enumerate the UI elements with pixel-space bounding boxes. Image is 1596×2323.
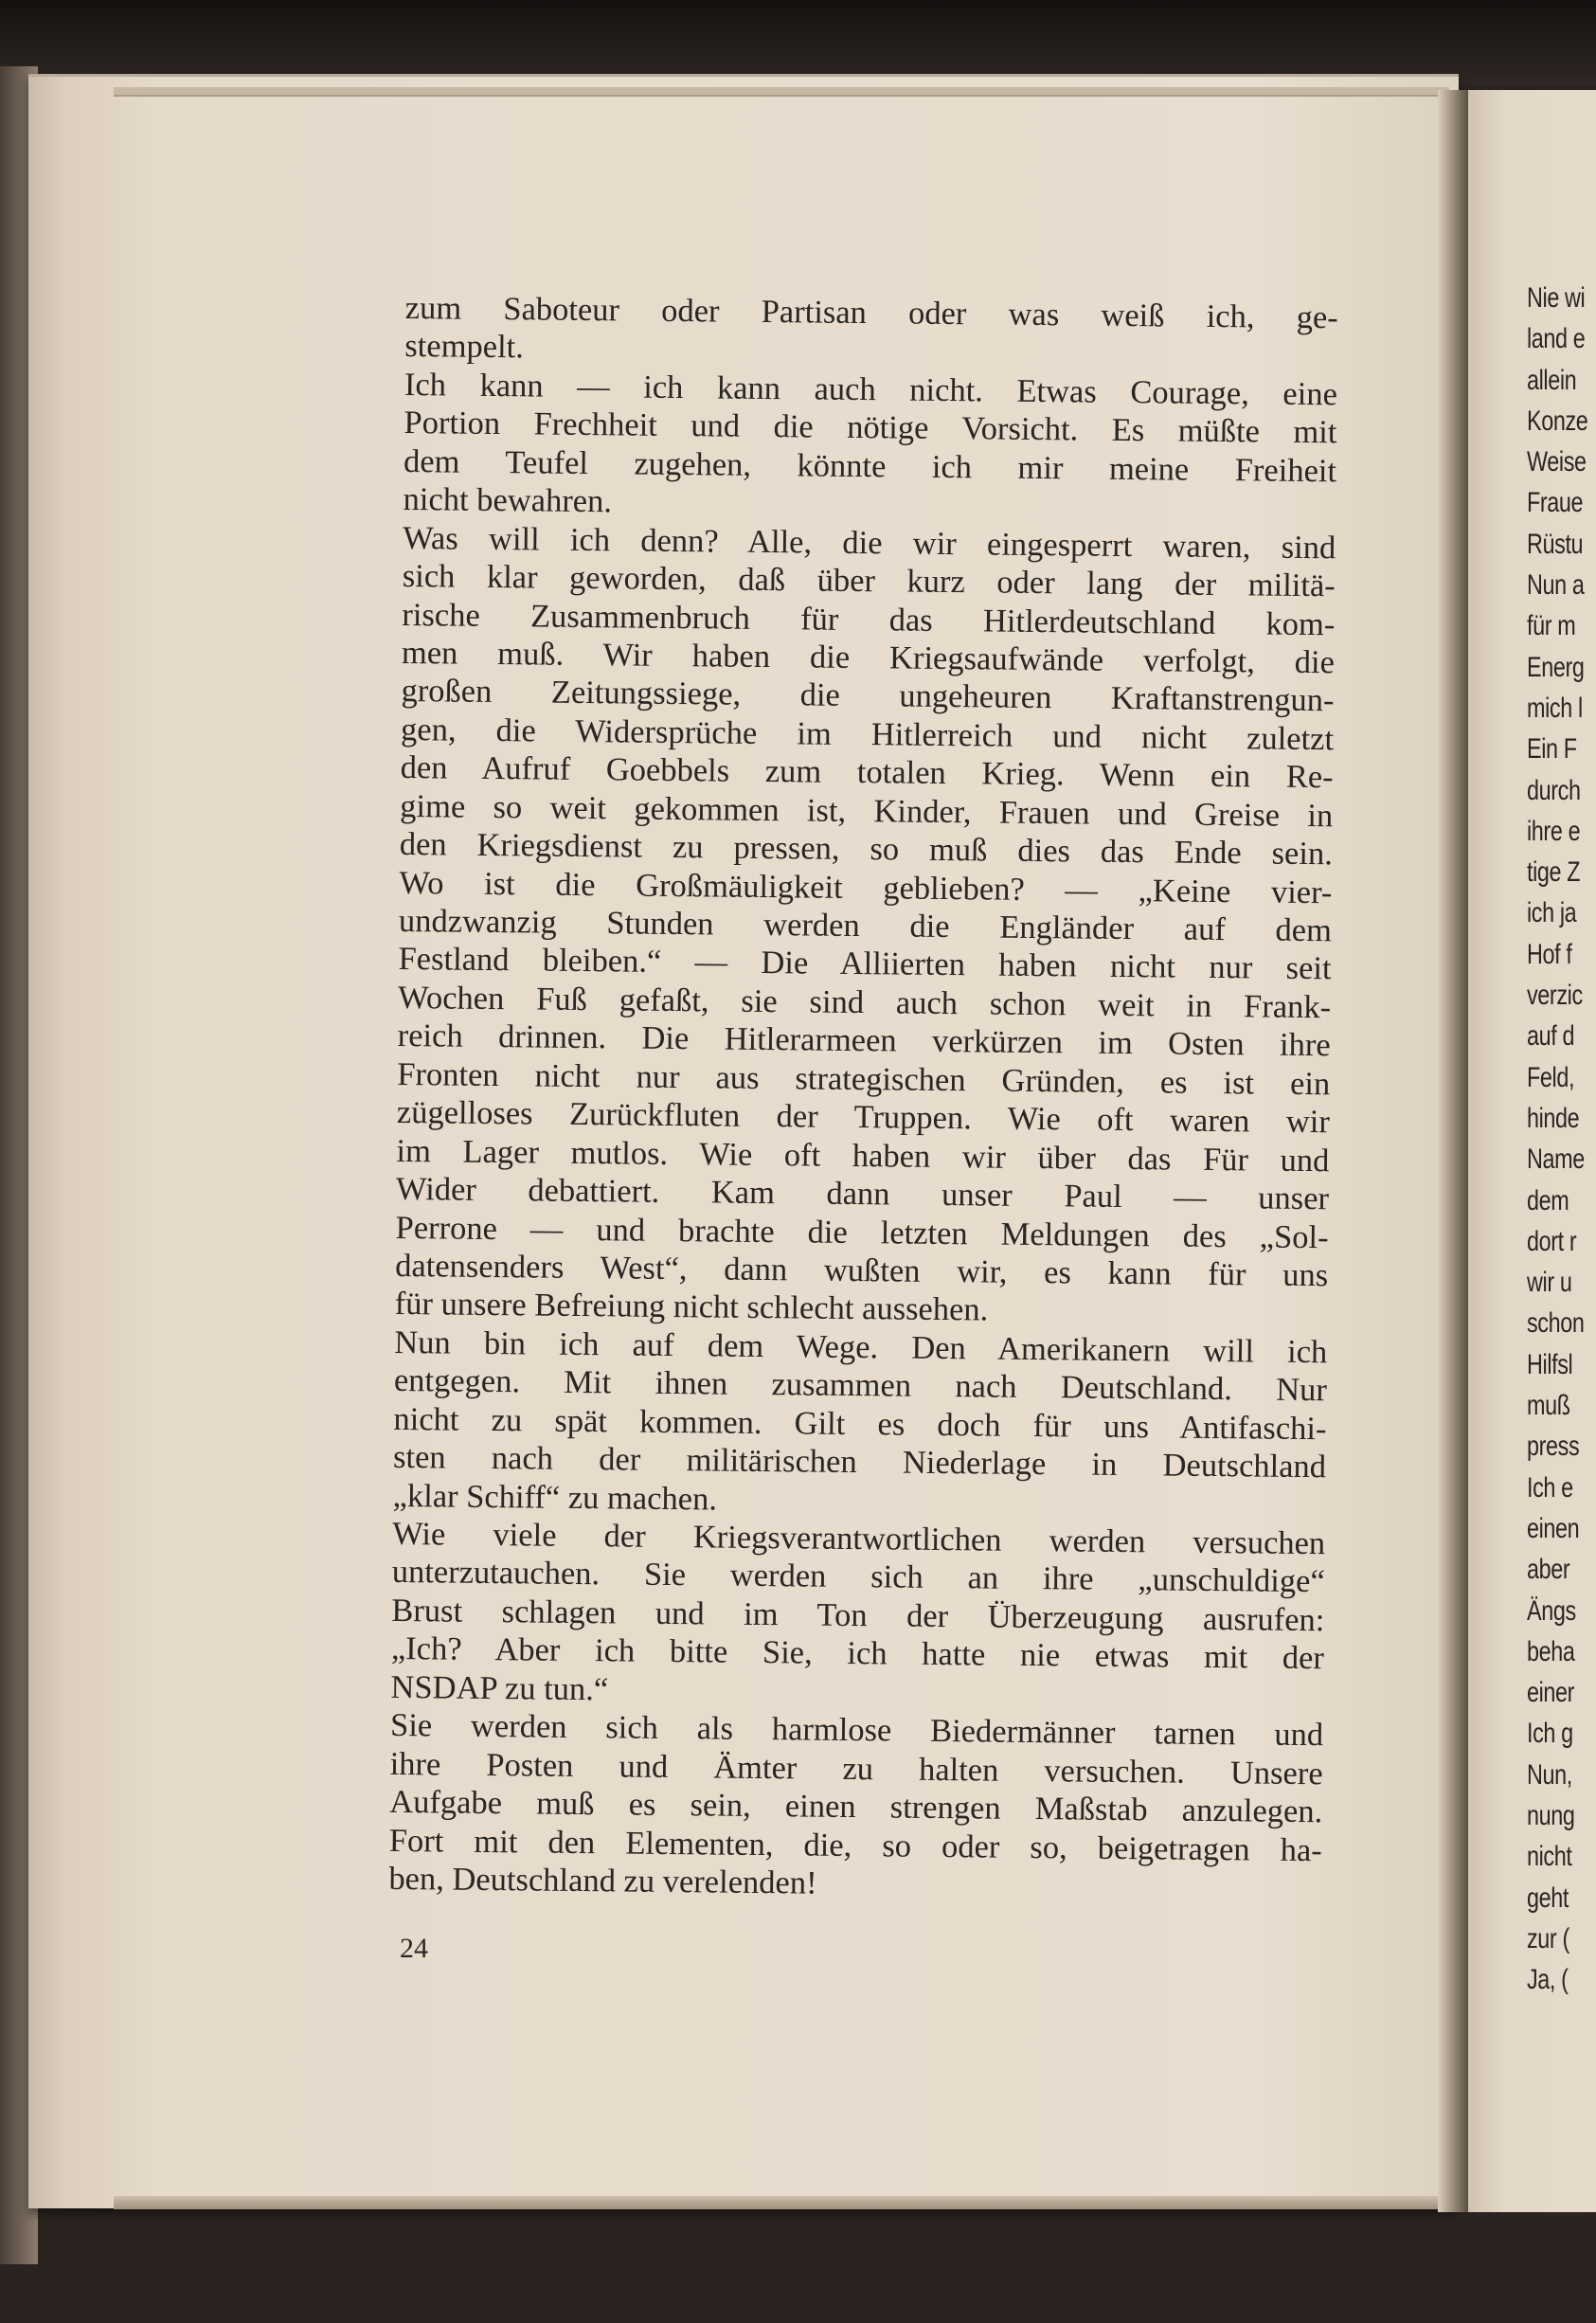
- facing-text-fragment: dort r: [1527, 1225, 1577, 1257]
- text-line: für unsere Befreiung nicht schlecht aussehen.: [394, 1286, 989, 1328]
- text-line: zügelloses Zurückfluten der Truppen. Wie oft waren wir: [396, 1094, 1331, 1141]
- facing-text-fragment: wir u: [1527, 1267, 1572, 1299]
- text-line: nicht bewahren.: [403, 481, 613, 520]
- facing-text-fragment: Feld,: [1527, 1061, 1575, 1093]
- text-line: reich drinnen. Die Hitlerarmeen verkürzen im Osten ihre: [397, 1017, 1331, 1064]
- text-line: Aufgabe muß es sein, einen strengen Maßstab anzulegen.: [389, 1783, 1323, 1830]
- text-line: Wider debattiert. Kam dann unser Paul — unser: [395, 1171, 1330, 1217]
- text-line: datensenders West“, dann wußten wir, es kann für uns: [395, 1247, 1329, 1294]
- page-body-text: [388, 289, 1338, 1908]
- facing-text-fragment: Ängs: [1527, 1594, 1576, 1627]
- text-line: sten nach der militärischen Niederlage in Deutschland: [392, 1439, 1327, 1486]
- facing-text-fragment: beha: [1527, 1635, 1575, 1667]
- text-line: stempelt.: [404, 328, 525, 366]
- page-number: 24: [400, 1933, 428, 1964]
- text-line: zum Saboteur oder Partisan oder was weiß ich, ge-: [404, 289, 1338, 336]
- text-line: NSDAP zu tun.“: [390, 1668, 609, 1708]
- page-stack-top: [114, 87, 1449, 97]
- facing-text-fragment: Energ: [1527, 651, 1585, 683]
- text-line: Wo ist die Großmäuligkeit geblieben? — „Keine vier-: [399, 864, 1333, 910]
- facing-text-fragment: land e: [1527, 323, 1586, 355]
- text-line: Ich kann — ich kann auch nicht. Etwas Courage, eine: [403, 366, 1338, 413]
- text-line: den Aufruf Goebbels zum totalen Krieg. Wenn ein Re-: [400, 749, 1334, 796]
- facing-text-fragment: nicht: [1527, 1841, 1572, 1873]
- facing-text-fragment: ich ja: [1527, 897, 1577, 929]
- text-line: men muß. Wir haben die Kriegsaufwände verfolgt, die: [401, 634, 1336, 681]
- text-line: Festland bleiben.“ — Die Alliierten haben nicht nur seit: [398, 941, 1332, 987]
- facing-page-text: [1527, 278, 1587, 2000]
- text-line: sich klar geworden, daß über kurz oder lang der militä-: [402, 558, 1336, 604]
- text-line: Nun bin ich auf dem Wege. Den Amerikanern will ich: [394, 1324, 1328, 1371]
- facing-text-fragment: zur (: [1527, 1922, 1569, 1954]
- facing-text-fragment: Ich g: [1527, 1718, 1573, 1750]
- text-line: Wie viele der Kriegsverantwortlichen werden versuchen: [392, 1515, 1326, 1562]
- facing-text-fragment: Weise: [1527, 446, 1587, 478]
- text-line: „Ich? Aber ich bitte Sie, ich hatte nie etwas mit der: [390, 1630, 1325, 1677]
- text-line: „klar Schiff“ zu machen.: [392, 1477, 718, 1518]
- text-line: nicht zu spät kommen. Gilt es doch für uns Antifaschi-: [393, 1400, 1327, 1447]
- text-line: Portion Frechheit und die nötige Vorsicht. Es müßte mit: [403, 405, 1337, 451]
- facing-text-fragment: Ja, (: [1527, 1964, 1569, 1996]
- text-line: gime so weit gekommen ist, Kinder, Frauen und Greise in: [400, 787, 1334, 834]
- facing-text-fragment: schon: [1527, 1307, 1585, 1340]
- book-gutter: [1438, 90, 1468, 2212]
- facing-text-fragment: durch: [1527, 774, 1581, 806]
- text-line: dem Teufel zugehen, könnte ich mir meine Freiheit: [403, 442, 1337, 490]
- facing-text-fragment: geht: [1527, 1882, 1569, 1914]
- text-line: im Lager mutlos. Wie oft haben wir über das Für und: [396, 1132, 1330, 1179]
- facing-text-fragment: dem: [1527, 1184, 1569, 1216]
- facing-text-fragment: auf d: [1527, 1020, 1575, 1053]
- facing-text-fragment: ihre e: [1527, 815, 1581, 847]
- facing-text-fragment: allein: [1527, 364, 1577, 396]
- text-line: rische Zusammenbruch für das Hitlerdeutschland kom-: [402, 596, 1336, 642]
- facing-text-fragment: Fraue: [1527, 487, 1584, 519]
- facing-text-fragment: muß: [1527, 1390, 1570, 1422]
- facing-text-fragment: Hof f: [1527, 938, 1572, 970]
- facing-text-fragment: verzic: [1527, 980, 1583, 1012]
- facing-page: [1468, 90, 1596, 2212]
- text-line: Fronten nicht nur aus strategischen Gründen, es ist ein: [397, 1055, 1331, 1103]
- facing-text-fragment: Name: [1527, 1143, 1585, 1176]
- facing-text-fragment: Ein F: [1527, 733, 1577, 765]
- page-stack-bottom: [114, 2196, 1459, 2209]
- background-top: [0, 0, 1596, 85]
- text-line: großen Zeitungssiege, die ungeheuren Kraftanstrengun-: [401, 673, 1335, 719]
- facing-text-fragment: Nie wi: [1527, 282, 1586, 314]
- facing-text-fragment: Hilfsl: [1527, 1348, 1573, 1380]
- text-line: gen, die Widersprüche im Hitlerreich und nicht zuletzt: [400, 711, 1335, 758]
- facing-text-fragment: hinde: [1527, 1102, 1580, 1134]
- facing-text-fragment: tige Z: [1527, 856, 1581, 889]
- facing-text-fragment: Konze: [1527, 405, 1588, 437]
- text-line: den Kriegsdienst zu pressen, so muß dies das Ende sein.: [399, 826, 1334, 873]
- facing-text-fragment: einer: [1527, 1677, 1575, 1709]
- facing-text-fragment: press: [1527, 1431, 1580, 1463]
- text-line: ihre Posten und Ämter zu halten versuchen. Unsere: [389, 1745, 1323, 1792]
- text-line: unterzutauchen. Sie werden sich an ihre „unschuldige“: [391, 1554, 1325, 1600]
- facing-text-fragment: Nun a: [1527, 569, 1585, 602]
- text-line: ben, Deutschland zu verelenden!: [388, 1860, 817, 1901]
- text-line: Sie werden sich als harmlose Biedermänner tarnen und: [389, 1707, 1324, 1754]
- facing-text-fragment: mich l: [1527, 692, 1583, 724]
- text-line: Was will ich denn? Alle, die wir eingesperrt waren, sind: [403, 519, 1336, 566]
- text-line: Brust schlagen und im Ton der Überzeugung ausrufen:: [391, 1592, 1325, 1639]
- text-line: Wochen Fuß gefaßt, sie sind auch schon weit in Frank-: [397, 979, 1332, 1026]
- text-line: Perrone — und brachte die letzten Meldungen des „Sol-: [395, 1209, 1329, 1255]
- facing-text-fragment: Nun,: [1527, 1758, 1572, 1791]
- text-line: entgegen. Mit ihnen zusammen nach Deutschland. Nur: [393, 1362, 1328, 1409]
- facing-text-fragment: aber: [1527, 1554, 1570, 1586]
- text-line: Fort mit den Elementen, die, so oder so, beigetragen ha-: [388, 1822, 1322, 1868]
- facing-text-fragment: für m: [1527, 610, 1576, 642]
- facing-text-fragment: nung: [1527, 1799, 1575, 1831]
- facing-text-fragment: einen: [1527, 1512, 1580, 1544]
- facing-text-fragment: Ich e: [1527, 1471, 1573, 1504]
- text-line: undzwanzig Stunden werden die Engländer auf dem: [398, 902, 1333, 949]
- facing-text-fragment: Rüstu: [1527, 528, 1584, 560]
